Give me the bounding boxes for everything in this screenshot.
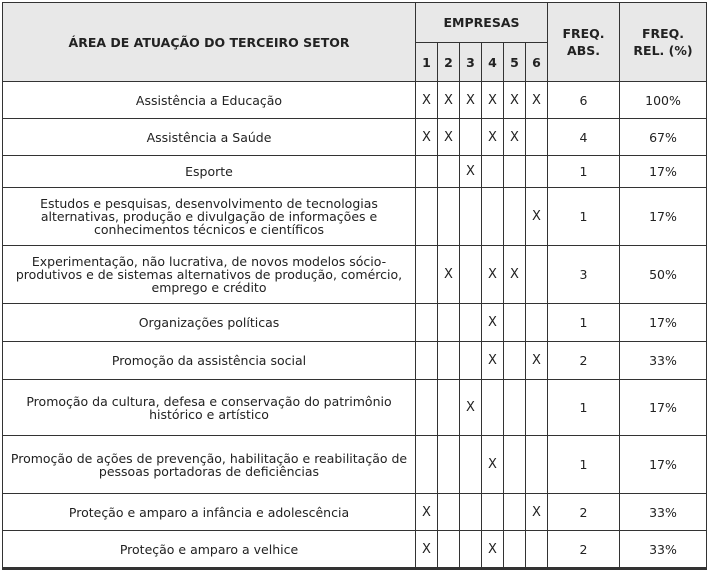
table-row [3,82,707,119]
freq-abs-cell: 3 [548,246,620,304]
empresa-3-cell [460,119,482,156]
freq-rel-cell: 17% [620,188,707,246]
empresa-5-cell [504,436,526,494]
freq-rel-cell: 17% [620,380,707,436]
empresa-1-cell [416,246,438,304]
empresa-4-cell [482,156,504,188]
empresa-1-cell [416,342,438,380]
empresa-6-cell [526,119,548,156]
empresa-3-cell [460,436,482,494]
freq-abs-cell: 4 [548,119,620,156]
empresa-2-cell [438,342,460,380]
area-cell: Organizações políticas [3,304,416,342]
empresa-4-cell [482,188,504,246]
freq-rel-cell: 17% [620,156,707,188]
freq-abs-cell: 2 [548,531,620,569]
empresa-5-cell [504,188,526,246]
empresa-1-cell: X [416,494,438,531]
area-cell: Proteção e amparo a velhice [3,531,416,569]
empresa-5-cell [504,342,526,380]
empresa-2-cell [438,156,460,188]
empresa-6-cell: X [526,82,548,119]
freq-abs-cell: 1 [548,436,620,494]
freq-rel-cell: 33% [620,494,707,531]
empresa-6-cell: X [526,494,548,531]
empresa-4-cell [482,494,504,531]
empresa-3-cell [460,531,482,569]
area-cell: Assistência a Educação [3,82,416,119]
empresa-4-cell: X [482,304,504,342]
empresa-1-cell: X [416,82,438,119]
table-row [3,380,707,436]
empresa-3-header: 3 [460,43,482,82]
empresa-1-header: 1 [416,43,438,82]
area-cell: Esporte [3,156,416,188]
empresa-1-cell [416,380,438,436]
table-header [3,3,707,82]
empresa-3-cell [460,188,482,246]
freq-rel-cell: 100% [620,82,707,119]
empresa-4-cell: X [482,82,504,119]
empresa-2-cell [438,494,460,531]
empresa-3-cell: X [460,380,482,436]
freq-abs-cell: 1 [548,156,620,188]
freq-abs-label: FREQ. ABS. [562,26,605,58]
empresa-4-cell: X [482,342,504,380]
freq-abs-cell: 1 [548,188,620,246]
freq-rel-header [620,3,707,82]
empresa-3-cell [460,304,482,342]
area-cell: Proteção e amparo a infância e adolescência [3,494,416,531]
empresa-3-cell [460,246,482,304]
empresa-6-cell: X [526,342,548,380]
empresa-5-cell [504,531,526,569]
empresa-2-cell: X [438,119,460,156]
empresa-1-cell [416,188,438,246]
empresa-1-cell [416,436,438,494]
empresa-2-cell: X [438,246,460,304]
table-row [3,494,707,531]
table-row [3,304,707,342]
freq-abs-cell: 1 [548,380,620,436]
freq-rel-label: FREQ. REL. (%) [633,26,693,58]
freq-rel-cell: 17% [620,436,707,494]
empresa-5-cell [504,494,526,531]
freq-abs-header [548,3,620,82]
empresa-4-header: 4 [482,43,504,82]
table-row [3,119,707,156]
empresa-5-header: 5 [504,43,526,82]
empresa-3-cell [460,494,482,531]
empresa-5-cell: X [504,82,526,119]
table-row [3,531,707,569]
freq-rel-cell: 33% [620,531,707,569]
empresa-5-cell: X [504,119,526,156]
area-cell: Promoção da cultura, defesa e conservação do patrimônio histórico e artístico [3,380,416,436]
empresa-6-cell [526,246,548,304]
freq-rel-cell: 33% [620,342,707,380]
freq-abs-cell: 2 [548,494,620,531]
empresa-6-cell [526,304,548,342]
empresa-6-header: 6 [526,43,548,82]
empresa-2-cell [438,380,460,436]
area-cell: Estudos e pesquisas, desenvolvimento de tecnologias alternativas, produção e divulgação de informações e conhecimentos técnicos e científicos [3,188,416,246]
empresa-1-cell: X [416,119,438,156]
empresa-1-cell: X [416,531,438,569]
empresa-2-cell: X [438,82,460,119]
empresa-3-cell: X [460,82,482,119]
empresa-6-cell [526,380,548,436]
empresa-6-cell [526,156,548,188]
empresa-5-cell [504,156,526,188]
table-row [3,156,707,188]
empresa-2-cell [438,531,460,569]
empresa-6-cell [526,436,548,494]
empresa-2-header: 2 [438,43,460,82]
empresa-1-cell [416,304,438,342]
freq-rel-cell: 67% [620,119,707,156]
freq-rel-cell: 50% [620,246,707,304]
empresa-4-cell: X [482,119,504,156]
empresa-1-cell [416,156,438,188]
empresa-2-cell [438,436,460,494]
freq-rel-cell: 17% [620,304,707,342]
area-cell: Promoção de ações de prevenção, habilitação e reabilitação de pessoas portadoras de deficiências [3,436,416,494]
empresa-5-cell [504,380,526,436]
area-header: ÁREA DE ATUAÇÃO DO TERCEIRO SETOR [3,3,416,82]
empresa-2-cell [438,304,460,342]
empresa-6-cell [526,531,548,569]
freq-abs-cell: 6 [548,82,620,119]
empresa-2-cell [438,188,460,246]
empresa-3-cell: X [460,156,482,188]
area-cell: Promoção da assistência social [3,342,416,380]
table-row [3,342,707,380]
empresa-4-cell [482,380,504,436]
third-sector-table [2,2,707,570]
empresa-6-cell: X [526,188,548,246]
table-row [3,246,707,304]
freq-abs-cell: 1 [548,304,620,342]
empresa-4-cell: X [482,436,504,494]
table-row [3,436,707,494]
empresas-header: EMPRESAS [416,3,548,43]
freq-abs-cell: 2 [548,342,620,380]
empresa-4-cell: X [482,246,504,304]
empresa-5-cell [504,304,526,342]
table-row [3,188,707,246]
area-cell: Assistência a Saúde [3,119,416,156]
area-cell: Experimentação, não lucrativa, de novos modelos sócio-produtivos e de sistemas alternativos de produção, comércio, emprego e crédito [3,246,416,304]
empresa-5-cell: X [504,246,526,304]
table-body [3,82,707,569]
empresa-4-cell: X [482,531,504,569]
empresa-3-cell [460,342,482,380]
